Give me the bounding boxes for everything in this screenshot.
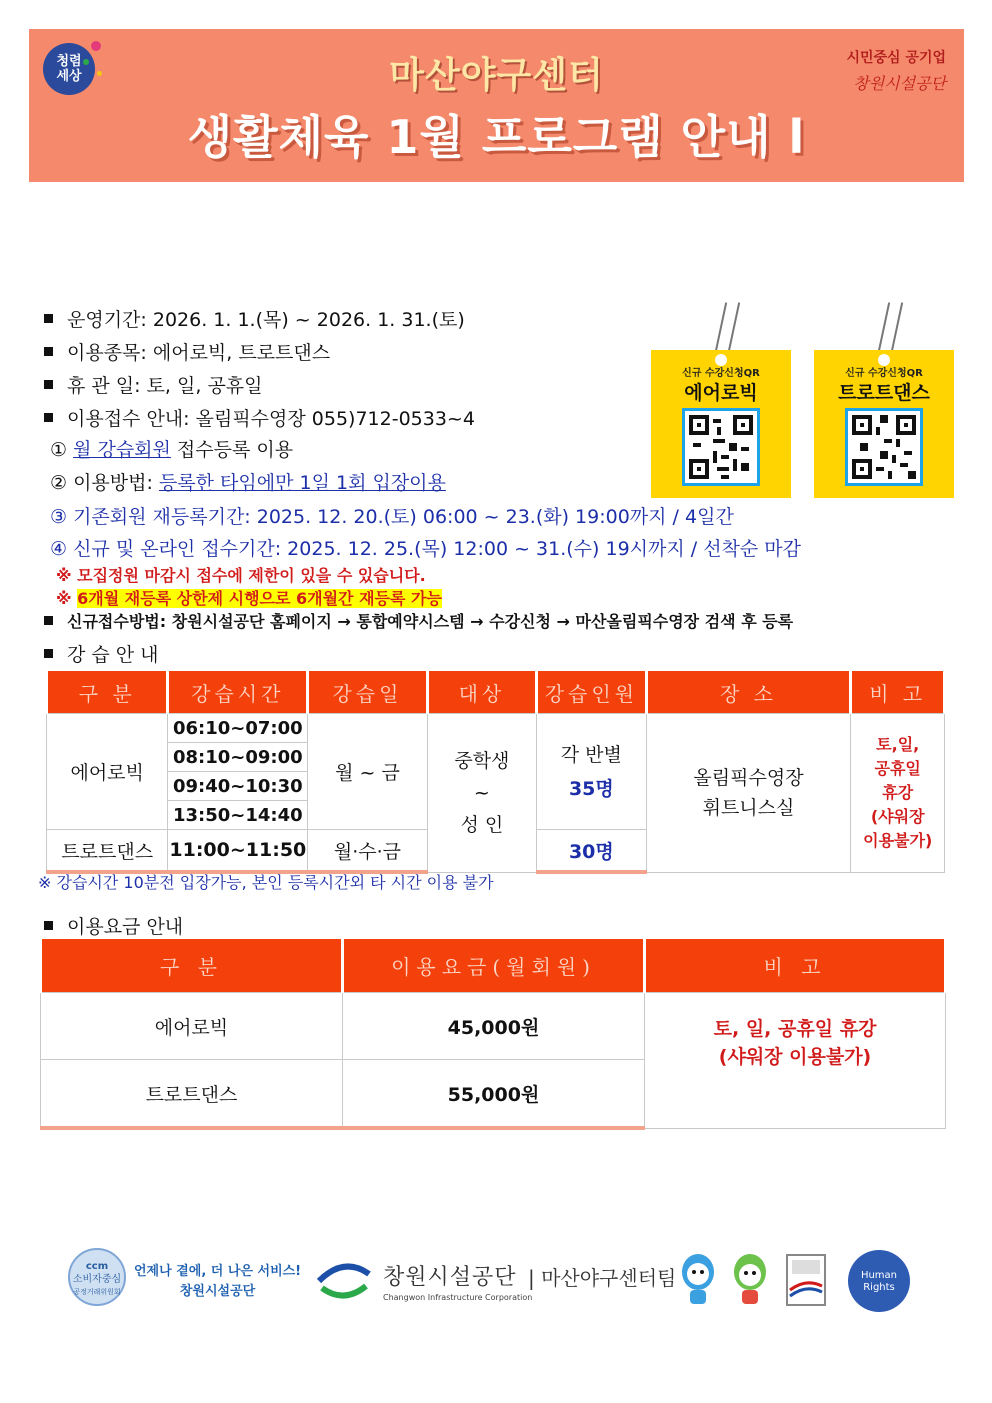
- trot-label: 트로트댄스: [47, 830, 168, 873]
- fee-name: 에어로빅: [41, 993, 343, 1060]
- items-line: [44, 338, 330, 365]
- trot-time: 11:00~11:50: [168, 830, 308, 873]
- bullet-icon: [44, 921, 53, 930]
- slogan-line: 창원시설공단: [179, 1284, 256, 1299]
- place-line: 휘트니스실: [702, 796, 795, 819]
- contact-text: 이용접수 안내: 올림픽수영장 055)712-0533~4: [67, 408, 475, 430]
- bullet-icon: [44, 413, 53, 422]
- tag-string-icon: [728, 302, 740, 351]
- col-time: 강습시간: [168, 671, 308, 714]
- bullet-icon: [44, 616, 53, 625]
- aerobic-capacity: 35명: [568, 777, 614, 800]
- col-fee: 이용요금(월회원): [342, 939, 644, 993]
- note-line: (샤워장: [870, 806, 925, 826]
- class-table-header: [47, 671, 945, 714]
- class-table: [45, 671, 946, 874]
- qr-code-icon[interactable]: [845, 408, 923, 486]
- ccm-text: 소비자중심: [72, 1274, 122, 1285]
- slogan-line: 언제나 곁에, 더 나은 서비스!: [134, 1264, 302, 1279]
- aerobic-label: 에어로빅: [47, 714, 168, 830]
- fee-note-line: 토, 일, 공휴일 휴강: [713, 1018, 877, 1040]
- time-slot: 09:40~10:30: [168, 772, 308, 801]
- capacity-label: 각 반별: [560, 743, 622, 766]
- org-logo-name: 창원시설공단: [853, 74, 946, 93]
- bullet-icon: [44, 314, 53, 323]
- place-cell: [646, 714, 851, 873]
- col-place: 장 소: [646, 671, 851, 714]
- target-line: ~: [473, 781, 490, 804]
- fee-value: 45,000원: [342, 993, 644, 1060]
- bullet-icon: [44, 347, 53, 356]
- step-2: [50, 468, 446, 495]
- fee-heading: [44, 912, 183, 939]
- notice-2: [56, 586, 442, 609]
- hr-logo-text: Human Rights: [860, 1270, 898, 1293]
- time-slot: 08:10~09:00: [168, 743, 308, 772]
- logo-text-1: 청렴: [56, 54, 82, 69]
- fee-heading-text: 이용요금 안내: [67, 916, 184, 938]
- human-rights-logo: [848, 1250, 910, 1312]
- bullet-icon: [44, 649, 53, 658]
- fee-table-header: [41, 939, 946, 993]
- tag-string-icon: [891, 302, 903, 351]
- qr-name: 에어로빅: [684, 382, 758, 404]
- step-2-label: ② 이용방법:: [50, 472, 159, 494]
- org-logo: [846, 47, 946, 94]
- ccm-text: 공정거래위원회: [73, 1288, 121, 1296]
- note-line: 공휴일: [874, 758, 921, 778]
- class-heading: [44, 640, 159, 667]
- trot-capacity: 30명: [537, 830, 646, 873]
- items-text: 이용종목: 에어로빅, 트로트댄스: [67, 342, 331, 364]
- table-row: [41, 993, 946, 1060]
- fee-table: [39, 939, 947, 1130]
- period-line: [44, 305, 465, 332]
- bullet-icon: [44, 380, 53, 389]
- col-division: 구 분: [47, 671, 168, 714]
- changwon-swoosh-icon: [314, 1256, 374, 1306]
- closed-line: [44, 371, 263, 398]
- contact-line: [44, 404, 475, 431]
- qr-code-icon[interactable]: [682, 408, 760, 486]
- qr-name: 트로트댄스: [838, 382, 930, 404]
- class-footnote: ※ 강습시간 10분전 입장가능, 본인 등록시간외 타 시간 이용 불가: [38, 873, 494, 892]
- target-line: 성 인: [460, 813, 504, 836]
- col-division: 구 분: [41, 939, 343, 993]
- col-note: 비 고: [645, 939, 946, 993]
- certificate-badge-icon: [786, 1254, 826, 1306]
- note-line: 휴강: [882, 782, 914, 802]
- place-line: 올림픽수영장: [693, 766, 804, 789]
- note-line: 토,일,: [876, 734, 920, 754]
- ccm-badge-icon: [68, 1248, 126, 1306]
- header-banner: [29, 29, 964, 182]
- logo-text-2: 세상: [56, 69, 82, 84]
- step-1-num: ①: [50, 439, 74, 461]
- notice-2-mark: ※: [56, 589, 78, 608]
- step-1-text: 접수등록 이용: [170, 439, 294, 461]
- class-heading-text: 강 습 안 내: [67, 644, 159, 666]
- new-method-text: 신규접수방법: 창원시설공단 홈페이지 → 통합예약시스템 → 수강신청 → 마산올림픽수영장 검색 후 등록: [67, 612, 794, 631]
- col-target: 대상: [427, 671, 536, 714]
- col-days: 강습일: [308, 671, 427, 714]
- notice-1: ※ 모집정원 마감시 접수에 제한이 있을 수 있습니다.: [56, 566, 426, 585]
- org-name: 창원시설공단: [383, 1265, 517, 1290]
- ccm-text: ccm: [85, 1261, 109, 1272]
- tag-string-icon: [715, 302, 727, 351]
- fee-name: 트로트댄스: [41, 1060, 343, 1129]
- step-1: [50, 435, 293, 462]
- fee-note-cell: [645, 993, 946, 1129]
- target-line: 중학생: [454, 749, 510, 772]
- trot-days: 월·수·금: [308, 830, 427, 873]
- center-name: 마산야구센터: [389, 55, 604, 96]
- step-4: ④ 신규 및 온라인 접수기간: 2025. 12. 25.(목) 12:00 ~ 31.(수) 19시까지 / 선착순 마감: [50, 538, 802, 560]
- time-slot: 06:10~07:00: [168, 714, 308, 743]
- fee-note-line: (샤워장 이용불가): [718, 1046, 872, 1068]
- step-3: ③ 기존회원 재등록기간: 2025. 12. 20.(토) 06:00 ~ 23.(화) 19:00까지 / 4일간: [50, 506, 734, 528]
- org-name-en: Changwon Infrastructure Corporation: [383, 1293, 533, 1302]
- period-text: 운영기간: 2026. 1. 1.(목) ~ 2026. 1. 31.(토): [67, 309, 465, 331]
- org-slogan: 시민중심 공기업: [846, 50, 946, 66]
- tag-string-icon: [878, 302, 890, 351]
- target-cell: [427, 714, 536, 873]
- team-name: | 마산야구센터팀: [528, 1266, 677, 1290]
- new-method-line: [44, 609, 793, 632]
- aerobic-days: 월 ~ 금: [308, 714, 427, 830]
- time-slot: 13:50~14:40: [168, 801, 308, 830]
- mascot-green-icon: [728, 1250, 772, 1310]
- qr-caption: 신규 수강신청QR: [845, 368, 923, 379]
- notice-2-text: 6개월 재등록 상한제 시행으로 6개월간 재등록 가능: [77, 589, 442, 608]
- class-note-cell: [851, 714, 945, 873]
- footer-logos: [0, 1248, 992, 1318]
- aerobic-capacity-cell: [537, 714, 646, 830]
- col-note: 비 고: [851, 671, 945, 714]
- usage-method-link[interactable]: 등록한 타임에만 1일 1회 입장이용: [158, 472, 446, 494]
- qr-tag-trot[interactable]: [814, 350, 954, 498]
- mascot-blue-icon: [676, 1250, 720, 1310]
- col-capacity: 강습인원: [537, 671, 646, 714]
- page-title: 생활체육 1월 프로그램 안내 l: [187, 110, 806, 164]
- monthly-member-link[interactable]: 월 강습회원: [73, 439, 171, 461]
- qr-tag-aerobic[interactable]: [651, 350, 791, 498]
- note-line: 이용불가): [863, 830, 933, 850]
- fee-value: 55,000원: [342, 1060, 644, 1129]
- footer-slogan: [134, 1262, 301, 1302]
- table-row: [47, 714, 945, 743]
- qr-caption: 신규 수강신청QR: [682, 368, 760, 379]
- closed-text: 휴 관 일: 토, 일, 공휴일: [67, 375, 263, 397]
